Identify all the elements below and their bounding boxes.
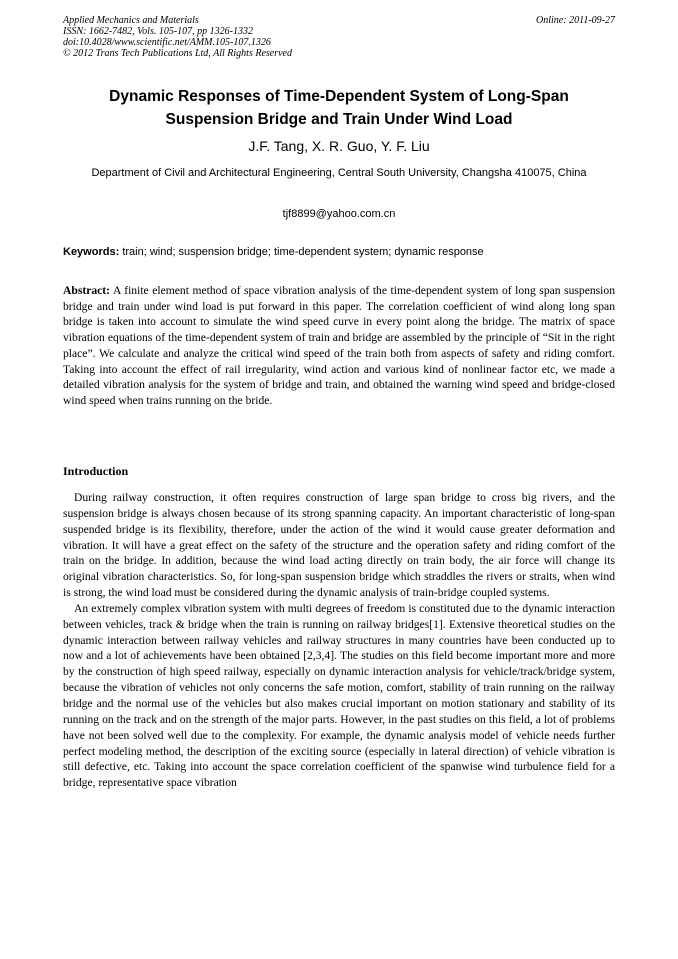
author-email: tjf8899@yahoo.com.cn (282, 208, 396, 220)
keywords (63, 245, 615, 259)
affiliation: Department of Civil and Architectural Engineering, Central South University, Changsha 410075, China (91, 167, 587, 179)
online-date: Online: 2011-09-27 (536, 15, 615, 26)
title-line-2: Suspension Bridge and Train Under Wind Load (165, 111, 513, 128)
journal-name: Applied Mechanics and Materials (63, 15, 199, 26)
section-heading-introduction: Introduction (63, 464, 129, 478)
paper-title (63, 85, 615, 131)
keywords-text: train; wind; suspension bridge; time-dependent system; dynamic response (122, 246, 484, 258)
journal-header (63, 15, 615, 59)
issn-line: ISSN: 1662-7482, Vols. 105-107, pp 1326-1332 (63, 26, 253, 37)
abstract-label: Abstract: (63, 284, 111, 297)
abstract (63, 283, 615, 409)
keywords-label: Keywords: (63, 246, 120, 258)
doi-line: doi:10.4028/www.scientific.net/AMM.105-107.1326 (63, 37, 271, 48)
introduction-body (63, 490, 615, 791)
intro-paragraph-1: During railway construction, it often requires construction of large span bridge to cross big rivers, and the suspension bridge is always chosen because of its strong spanning capacity. An important characteristic of long-span suspended bridge is its flexibility, therefore, under the action of the wind it would cause greater deformation and vibration. It will have a great effect on the safety of the structure and the operation safety and riding comfort of the train on the bridge. In addition, because the wind load acting directly on train body, the air force will change its original vibration characteristics. So, for long-span suspension bridge which straddles the rivers or straits, when wind is strong, the wind load must be considered during the dynamic analysis of train-bridge coupled systems. (63, 491, 615, 600)
author-list: J.F. Tang, X. R. Guo, Y. F. Liu (248, 138, 430, 154)
title-line-1: Dynamic Responses of Time-Dependent System of Long-Span (109, 88, 569, 105)
intro-paragraph-2: An extremely complex vibration system with multi degrees of freedom is constituted due to the dynamic interaction between vehicles, track & bridge when the train is running on railway bridges[1]. Extensive theoretical studies on the dynamic interaction between railway vehicles and railway structures in many countries have been conducted up to now and a lot of achievements have been obtained [2,3,4]. The studies on this field become important more and more by the construction of high speed railway, especially on dynamic interaction analysis for vehicle/track/bridge system, because the vibration of vehicles not only concerns the safe motion, comfort, stability of train running on the railway bridge and the normal use of the vehicles but also makes crucial important on motion stationary and stability of its running on the track and on the strength of the major parts. However, in the past studies on this field, a lot of problems have not been solved well due to the complexity. For example, the dynamic analysis model of vehicle needs further perfect modeling method, the description of the exciting source (especially in lateral direction) of vehicle vibration is still defective, etc. Taking into account the space correlation coefficient of the spanwise wind turbulence field for a bridge, representative space vibration (63, 601, 615, 790)
copyright-line: © 2012 Trans Tech Publications Ltd, All Rights Reserved (63, 48, 292, 59)
abstract-text: A finite element method of space vibration analysis of the time-dependent system of long span suspension bridge and train under wind load is put forward in this paper. The correlation coefficient of wind along long span bridge is taken into account to simulate the wind speed curve in every point along the bridge. The matrix of space vibration equations of the time-dependent system of train and bridge are assembled by the principle of “Sit in the right place”. We calculate and analyze the critical wind speed of the train both from aspects of safety and riding comfort. Taking into account the effect of rail irregularity, wind action and various kind of nonlinear factor etc, we made a detailed vibration analysis for the system of bridge and train, and obtained the warning wind speed and bridge-closed wind speed when trains running on the bride. (63, 284, 615, 407)
